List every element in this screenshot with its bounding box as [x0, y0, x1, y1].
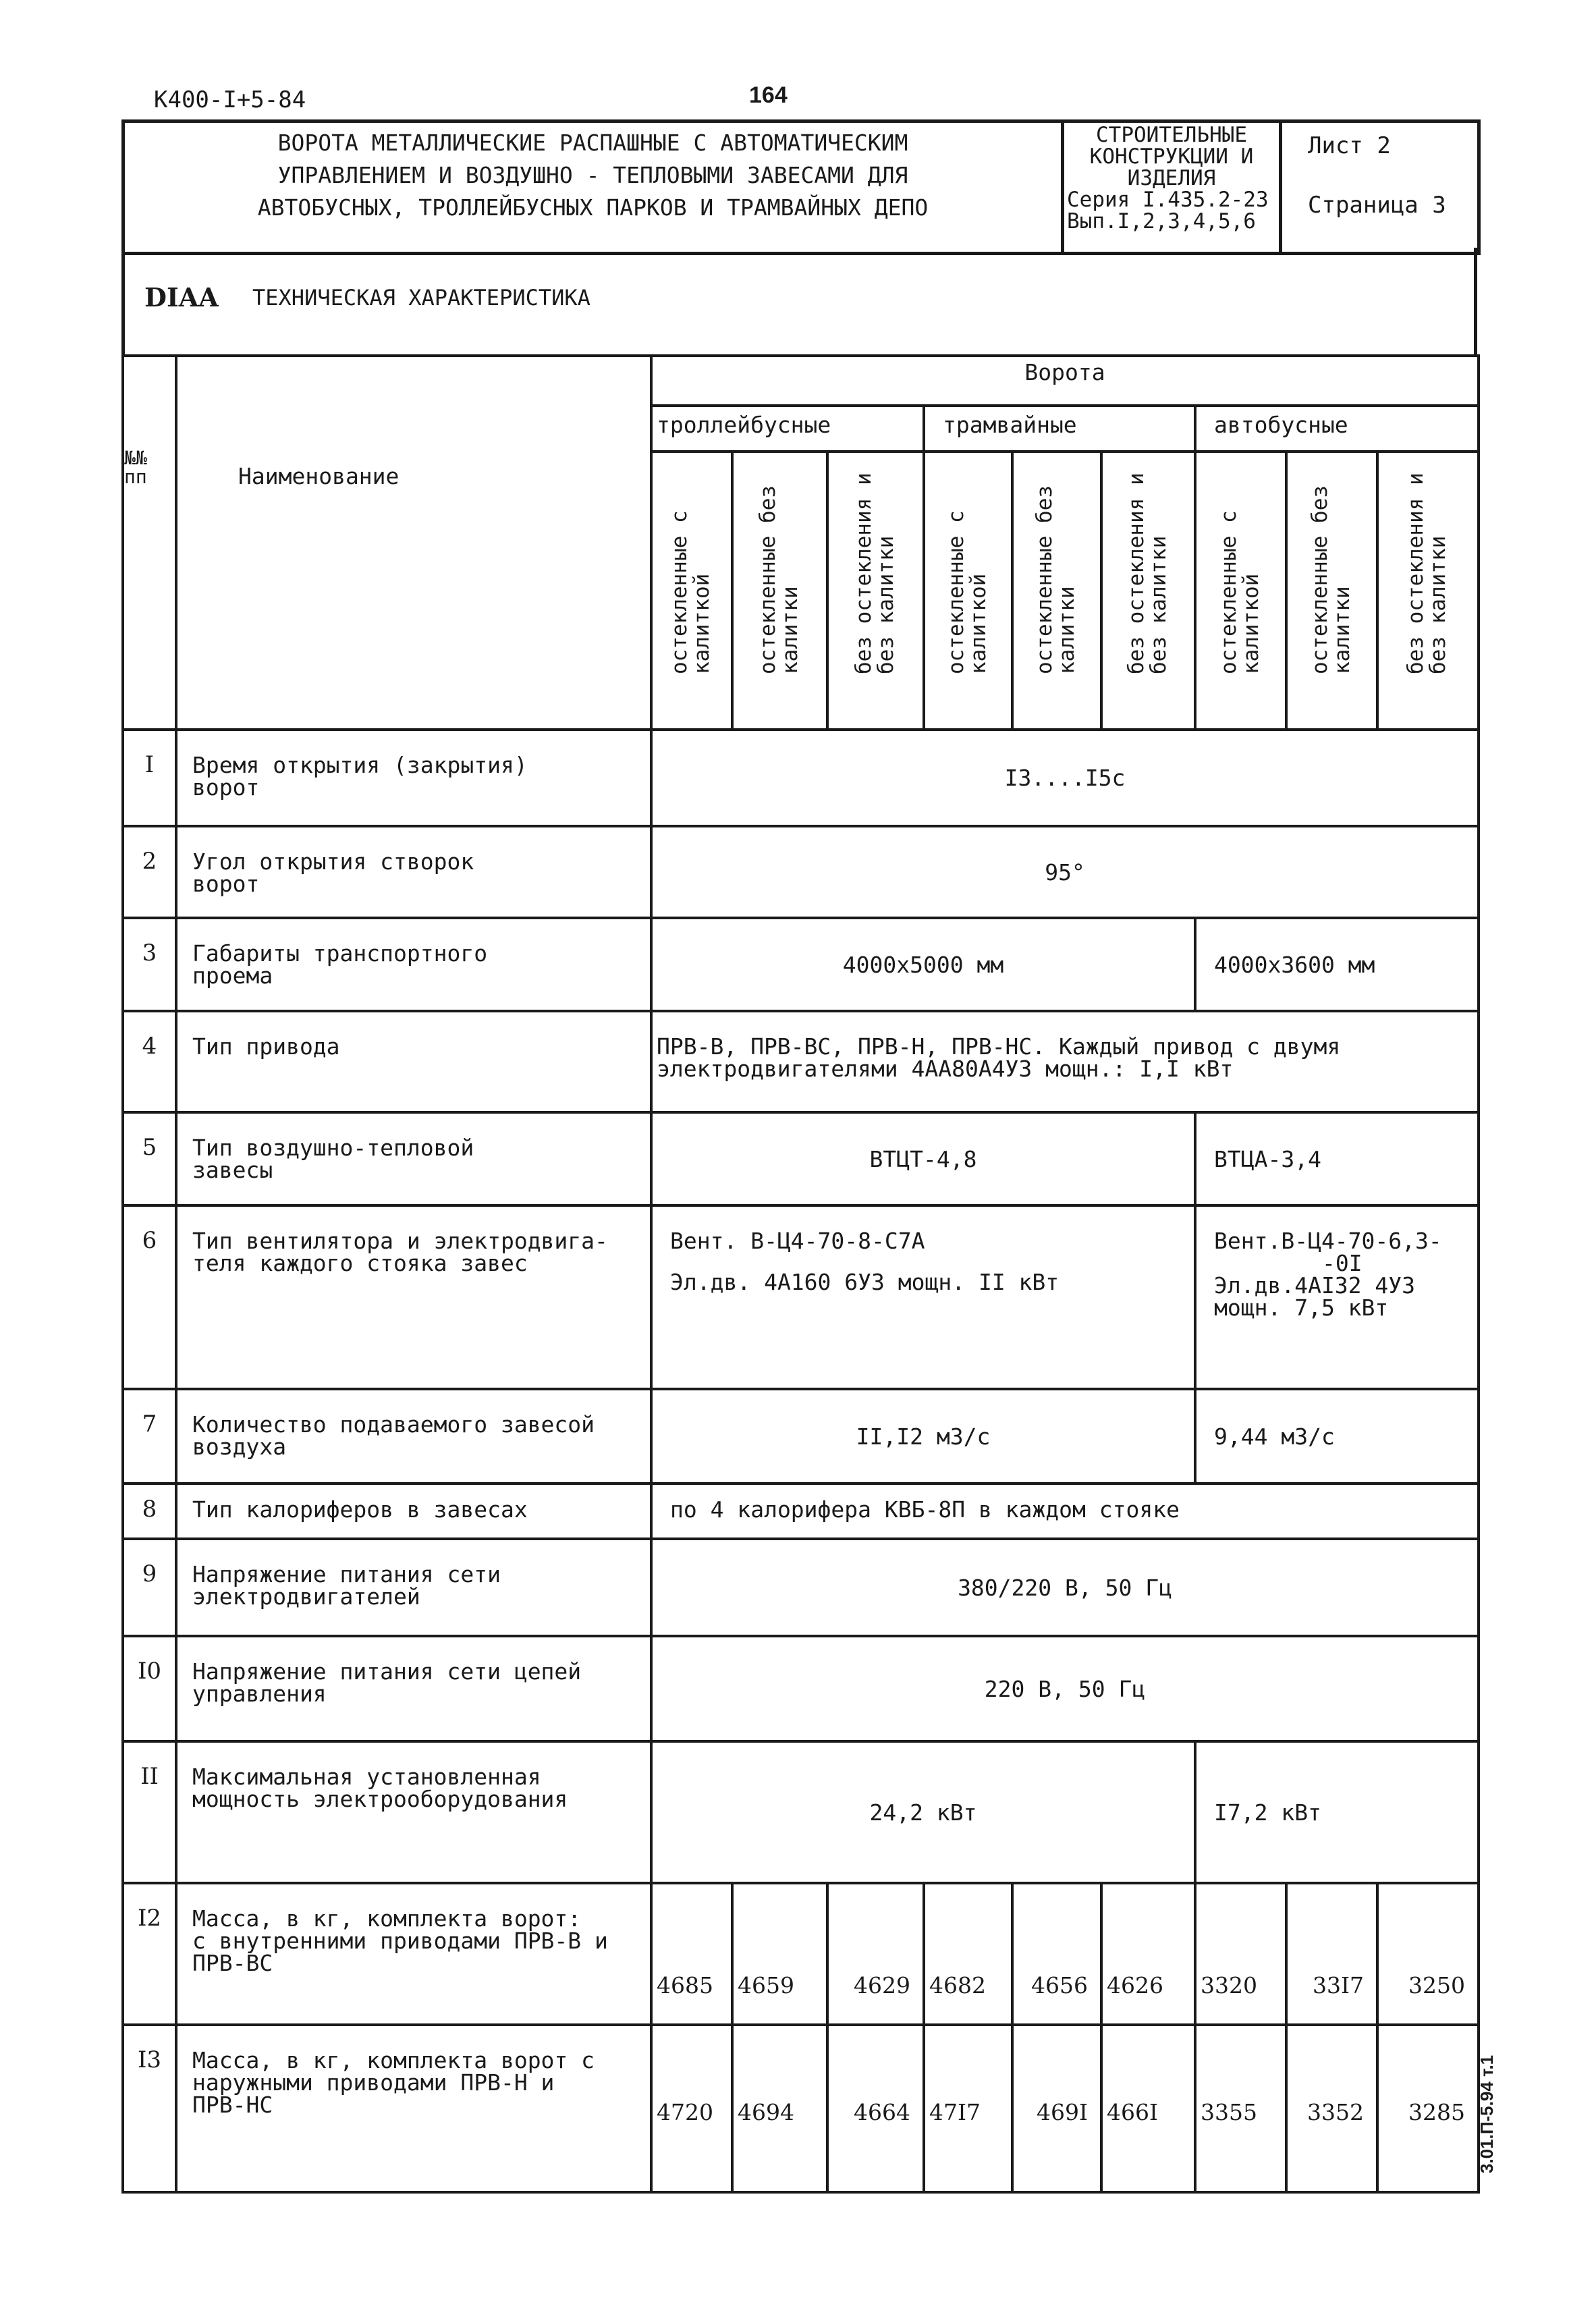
sheet-block	[1281, 121, 1479, 254]
row-value: по 4 калорифера КВБ-8П в каждом стояке	[651, 1484, 1479, 1539]
row-number: I0	[123, 1636, 176, 1741]
row-value-trolley-tram: 4000х5000 мм	[651, 918, 1195, 1011]
row-name	[176, 1389, 651, 1484]
row-value: 380/220 В, 50 Гц	[651, 1539, 1479, 1636]
mass-cell: 3250	[1377, 1883, 1479, 2025]
row-name-line: завесы	[192, 1157, 273, 1183]
page-number: 164	[749, 82, 788, 108]
row-value-bus	[1195, 1205, 1479, 1389]
table-row	[123, 1883, 1479, 2025]
mass-cell: 466I	[1101, 2025, 1195, 2192]
series-line: Вып.I,2,3,4,5,6	[1067, 209, 1256, 234]
row-number: I3	[123, 2025, 176, 2192]
table-row	[123, 1112, 1479, 1205]
mass-cell: 3352	[1286, 2025, 1377, 2192]
row-name	[176, 918, 651, 1011]
sub-header	[1377, 452, 1479, 730]
page-label: Страница 3	[1308, 192, 1446, 219]
mass-cell: 4626	[1101, 1883, 1195, 2025]
table-row	[123, 1741, 1479, 1883]
row-value-trolley-tram: ВТЦТ-4,8	[651, 1112, 1195, 1205]
title-line: УПРАВЛЕНИЕМ И ВОЗДУШНО - ТЕПЛОВЫМИ ЗАВЕСАМИ ДЛЯ	[277, 162, 908, 188]
row-number: 6	[123, 1205, 176, 1389]
row-value-bus: 4000х3600 мм	[1195, 918, 1479, 1011]
row-name-line: Количество подаваемого завесой	[192, 1411, 595, 1438]
row-number: I	[123, 730, 176, 826]
gate-header-label: Ворота	[1024, 359, 1105, 385]
section-title: ТЕХНИЧЕСКАЯ ХАРАКТЕРИСТИКА	[252, 285, 590, 310]
mass-cell: 3320	[1195, 1883, 1286, 2025]
row-name-line: Тип привода	[192, 1033, 340, 1060]
sub-header-line: остекленные с	[1216, 510, 1241, 674]
row-name-line: ПРВ-ВС	[192, 1950, 273, 1976]
series-line: ИЗДЕЛИЯ	[1127, 166, 1216, 190]
row-name-line: ПРВ-НС	[192, 2092, 273, 2118]
group-bus	[1195, 406, 1479, 452]
sub-header-line: без калитки	[873, 535, 898, 674]
row-name	[176, 1539, 651, 1636]
row-value-trolley-tram: 24,2 кВт	[651, 1741, 1195, 1883]
table-row	[123, 1011, 1479, 1112]
row-value-trolley-tram	[651, 1205, 1195, 1389]
col-num-label: №№ пп	[124, 447, 147, 488]
sub-header	[1012, 452, 1101, 730]
row-number: 7	[123, 1389, 176, 1484]
row-name-line: воздуха	[192, 1434, 287, 1460]
sub-header	[1195, 452, 1286, 730]
row-name-line: Габариты транспортного	[192, 940, 488, 967]
sub-header	[732, 452, 827, 730]
row-name-line: Тип вентилятора и электродвига-	[192, 1228, 608, 1254]
row-value-bus: I7,2 кВт	[1195, 1741, 1479, 1883]
sub-header-line: остекленные без	[1307, 485, 1332, 674]
sub-header-line: калитки	[777, 586, 802, 674]
mass-cell: 4682	[924, 1883, 1012, 2025]
row-name	[176, 1636, 651, 1741]
table-row	[123, 2025, 1479, 2192]
sub-header-line: остекленные без	[1033, 485, 1057, 674]
row-name-line: Масса, в кг, комплекта ворот:	[192, 1905, 582, 1932]
title-line: ВОРОТА МЕТАЛЛИЧЕСКИЕ РАСПАШНЫЕ С АВТОМАТИЧЕСКИМ	[277, 130, 908, 156]
series-line: КОНСТРУКЦИИ И	[1089, 144, 1254, 169]
row-value: 220 В, 50 Гц	[651, 1636, 1479, 1741]
title-block	[121, 119, 1481, 255]
group-trolleybus	[651, 406, 924, 452]
table-row	[123, 730, 1479, 826]
row-number: 5	[123, 1112, 176, 1205]
row-number: 3	[123, 918, 176, 1011]
row-name-line: электродвигателей	[192, 1583, 420, 1610]
row-name-line: Тип воздушно-тепловой	[192, 1135, 474, 1161]
row-number: 8	[123, 1484, 176, 1539]
row-name-line: с внутренними приводами ПРВ-В и	[192, 1928, 608, 1954]
title-line: АВТОБУСНЫХ, ТРОЛЛЕЙБУСНЫХ ПАРКОВ И ТРАМВАЙНЫХ ДЕПО	[257, 194, 929, 221]
col-num-header	[123, 356, 176, 730]
row-name	[176, 730, 651, 826]
row-name-line: мощность электрооборудования	[192, 1786, 568, 1812]
row-name-line: ворот	[192, 871, 260, 897]
sub-header-line: калитки	[1329, 586, 1354, 674]
row-name	[176, 2025, 651, 2192]
sub-header	[1286, 452, 1377, 730]
sub-header-line: калиткой	[1238, 573, 1263, 674]
mass-cell: 47I7	[924, 2025, 1012, 2192]
row-value-line: Вент. В-Ц4-70-8-С7А	[670, 1228, 925, 1254]
group-tram	[924, 406, 1195, 452]
table-row	[123, 1636, 1479, 1741]
series-line: Серия I.435.2-23	[1067, 188, 1269, 212]
row-name-line: Напряжение питания сети	[192, 1561, 501, 1587]
sub-header-line: без остекления и	[851, 472, 876, 674]
table-row	[123, 918, 1479, 1011]
row-number: 4	[123, 1011, 176, 1112]
row-name-line: Максимальная установленная	[192, 1764, 541, 1790]
mass-cell: 4720	[651, 2025, 732, 2192]
col-name-label: Наименование	[238, 463, 400, 489]
sub-header-line: остекленные с	[667, 510, 692, 674]
mass-cell: 4656	[1012, 1883, 1101, 2025]
row-name-line: Напряжение питания сети цепей	[192, 1658, 582, 1685]
row-value-line: -0I	[1322, 1250, 1363, 1276]
col-name-header	[176, 356, 651, 730]
row-name-line: Время открытия (закрытия)	[192, 752, 528, 778]
row-name	[176, 1112, 651, 1205]
table-row	[123, 826, 1479, 918]
row-value: 95°	[651, 826, 1479, 918]
row-name-line: ворот	[192, 774, 260, 800]
group-label: автобусные	[1214, 412, 1348, 438]
row-name-line: проема	[192, 962, 273, 989]
row-value-bus: 9,44 м3/с	[1195, 1389, 1479, 1484]
group-label: троллейбусные	[657, 412, 831, 438]
row-name	[176, 1484, 651, 1539]
section-code: DIAA	[144, 282, 219, 312]
row-number: 2	[123, 826, 176, 918]
sub-header	[1101, 452, 1195, 730]
mass-cell: 33I7	[1286, 1883, 1377, 2025]
mass-cell: 3355	[1195, 2025, 1286, 2192]
sub-header	[827, 452, 924, 730]
row-value-trolley-tram: II,I2 м3/с	[651, 1389, 1195, 1484]
group-label: трамвайные	[943, 412, 1077, 438]
document-code: К400-I+5-84	[154, 86, 306, 113]
table-row	[123, 1484, 1479, 1539]
table-row	[123, 1205, 1479, 1389]
row-name	[176, 1011, 651, 1112]
sub-header-line: без калитки	[1426, 535, 1451, 674]
sub-header-line: калиткой	[690, 573, 714, 674]
row-value-line: Эл.дв. 4А160 6У3 мощн. II кВт	[670, 1269, 1060, 1295]
sub-header-line: калитки	[1055, 586, 1079, 674]
row-number: I2	[123, 1883, 176, 2025]
row-name-line: Масса, в кг, комплекта ворот с	[192, 2047, 595, 2073]
row-number: II	[123, 1741, 176, 1883]
mass-cell: 3285	[1377, 2025, 1479, 2192]
sub-header-line: калиткой	[966, 573, 991, 674]
row-value: I3....I5с	[651, 730, 1479, 826]
row-value	[651, 1011, 1479, 1112]
sub-header-line: без калитки	[1146, 535, 1171, 674]
row-name-line: Угол открытия створок	[192, 848, 474, 875]
table-row	[123, 1539, 1479, 1636]
mass-cell: 469I	[1012, 2025, 1101, 2192]
row-name	[176, 1205, 651, 1389]
row-name-line: теля каждого стояка завес	[192, 1250, 528, 1276]
series-line: СТРОИТЕЛЬНЫЕ	[1096, 123, 1247, 147]
gate-header	[651, 356, 1479, 406]
mass-cell: 4664	[827, 2025, 924, 2192]
mass-cell: 4694	[732, 2025, 827, 2192]
spec-table	[121, 354, 1480, 2194]
row-value-line: Эл.дв.4АI32 4У3	[1214, 1272, 1416, 1299]
row-value-line: мощн. 7,5 кВт	[1214, 1295, 1389, 1321]
row-name-line: наружными приводами ПРВ-Н и	[192, 2069, 555, 2096]
sub-header-line: без остекления и	[1404, 472, 1429, 674]
document-title	[123, 121, 1063, 254]
sub-header-line: остекленные с	[943, 510, 968, 674]
mass-cell: 4659	[732, 1883, 827, 2025]
row-name-line: Тип калориферов в завесах	[192, 1496, 528, 1523]
side-code: 3.01.П-5.94 т.1	[1477, 2055, 1497, 2173]
row-name	[176, 1883, 651, 2025]
row-value-line: электродвигателями 4АА80А4У3 мощн.: I,I кВт	[657, 1056, 1234, 1082]
sheet-label: Лист 2	[1308, 132, 1391, 159]
sub-header	[924, 452, 1012, 730]
sub-header-line: остекленные без	[755, 485, 780, 674]
table-row	[123, 1389, 1479, 1484]
row-number: 9	[123, 1539, 176, 1636]
sub-header-line: без остекления и	[1124, 472, 1149, 674]
row-name-line: управления	[192, 1681, 327, 1707]
row-value-line: Вент.В-Ц4-70-6,3-	[1214, 1228, 1442, 1254]
mass-cell: 4629	[827, 1883, 924, 2025]
row-value-bus: ВТЦА-3,4	[1195, 1112, 1479, 1205]
row-name	[176, 826, 651, 918]
sub-header	[651, 452, 732, 730]
row-value-line: ПРВ-В, ПРВ-ВС, ПРВ-Н, ПРВ-НС. Каждый привод с двумя	[657, 1033, 1341, 1060]
mass-cell: 4685	[651, 1883, 732, 2025]
row-name	[176, 1741, 651, 1883]
series-block	[1063, 121, 1281, 254]
